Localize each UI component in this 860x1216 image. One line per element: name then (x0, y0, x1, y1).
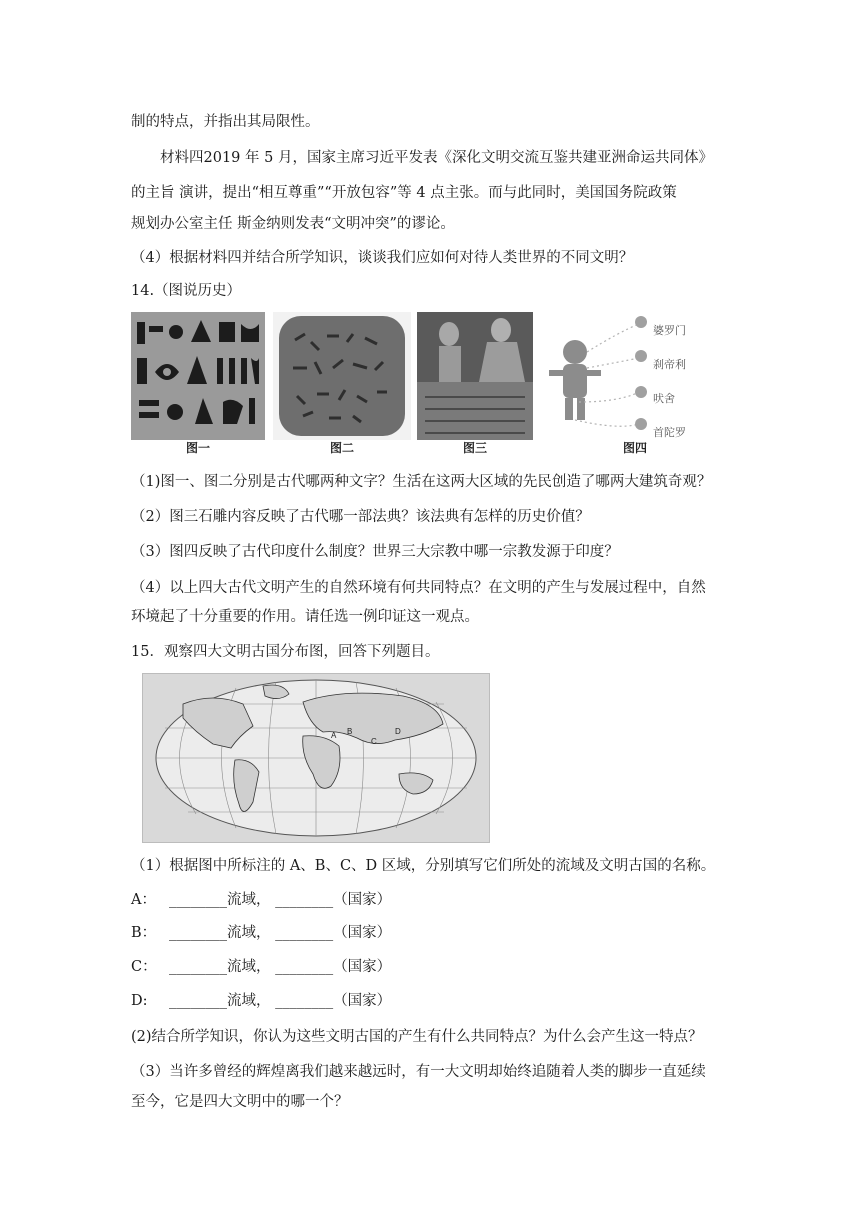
blank-label-a: A： (131, 892, 156, 908)
world-map-image (142, 673, 490, 843)
q14-sub3: （3）图四反映了古代印度什么制度？世界三大宗教中哪一宗教发源于印度？ (131, 544, 619, 560)
caste-label-shudra: 首陀罗 (653, 426, 686, 439)
map-label-c: C (371, 737, 377, 746)
blank-text-b[interactable]: ________流域， ________（国家） (169, 925, 392, 941)
blank-text-d[interactable]: ________流域， ________（国家） (169, 993, 392, 1009)
figure-1 (131, 312, 265, 456)
caste-label-brahmin: 婆罗门 (653, 324, 686, 337)
map-label-a: A (331, 731, 337, 740)
caste-label-vaishya: 吠舍 (653, 392, 675, 405)
material4-line1: 材料四2019 年 5 月，国家主席习近平发表《深化文明交流互鉴共建亚洲命运共同体》 (160, 150, 713, 166)
map-label-b: B (347, 727, 353, 736)
q13-sub4: （4）根据材料四并结合所学知识，谈谈我们应如何对待人类世界的不同文明？ (131, 250, 634, 266)
q14-sub2: （2）图三石雕内容反映了古代哪一部法典？该法典有怎样的历史价值？ (131, 509, 590, 525)
q15-sub2: (2)结合所学知识，你认为这些文明古国的产生有什么共同特点？为什么会产生这一特点？ (131, 1029, 703, 1045)
q15-sub3-line2: 至今，它是四大文明中的哪一个？ (131, 1094, 349, 1110)
figure-row (131, 312, 731, 456)
material4-line2: 的主旨 演讲，提出“相互尊重”“开放包容”等 4 点主张。而与此同时，美国国务院政策 (131, 185, 677, 201)
blank-label-b: B： (131, 925, 157, 941)
figure-3-caption: 图三 (462, 441, 487, 455)
blank-text-c[interactable]: ________流域， ________（国家） (169, 959, 392, 975)
caste-label-kshatriya: 刹帝利 (653, 358, 686, 371)
figure-3 (417, 312, 533, 456)
blank-row-a (131, 890, 391, 910)
figure-2-caption: 图二 (329, 441, 354, 455)
blank-row-d (131, 991, 391, 1011)
figure-2 (273, 312, 411, 456)
caste-system-diagram (539, 312, 731, 440)
blank-row-c (131, 957, 391, 977)
q15-sub1: （1）根据图中所标注的 A、B、C、D 区域，分别填写它们所处的流域及文明古国的名称。 (131, 858, 716, 874)
blank-text-a[interactable]: ________流域， ________（国家） (169, 892, 392, 908)
q13-line: 制的特点，并指出其局限性。 (131, 114, 320, 130)
material4-line3: 规划办公室主任 斯金纳则发表“文明冲突”的谬论。 (131, 216, 455, 232)
map-label-d: D (395, 727, 401, 736)
q14-sub4-line1: （4）以上四大古代文明产生的自然环境有何共同特点？在文明的产生与发展过程中，自然 (131, 580, 706, 596)
q15-sub3-line1: （3）当许多曾经的辉煌离我们越来越远时，有一大文明却始终追随着人类的脚步一直延续 (131, 1064, 706, 1080)
q14-title: 14.（图说历史） (131, 283, 242, 299)
q14-sub4-line2: 环境起了十分重要的作用。请任选一例印证这一观点。 (131, 609, 479, 625)
figure-4-caption: 图四 (622, 441, 647, 455)
blank-row-b (131, 923, 391, 943)
blank-label-c: C： (131, 959, 157, 975)
hieroglyph-image (131, 312, 265, 440)
figure-1-caption: 图一 (185, 441, 210, 455)
blank-label-d: D: (131, 993, 148, 1009)
q14-sub1: （1)图一、图二分别是古代哪两种文字？生活在这两大区域的先民创造了哪两大建筑奇观？ (131, 474, 712, 490)
figure-4 (539, 312, 731, 456)
cuneiform-tablet-image (273, 312, 411, 440)
q15-title: 15．观察四大文明古国分布图，回答下列题目。 (131, 644, 440, 660)
stele-relief-image (417, 312, 533, 440)
